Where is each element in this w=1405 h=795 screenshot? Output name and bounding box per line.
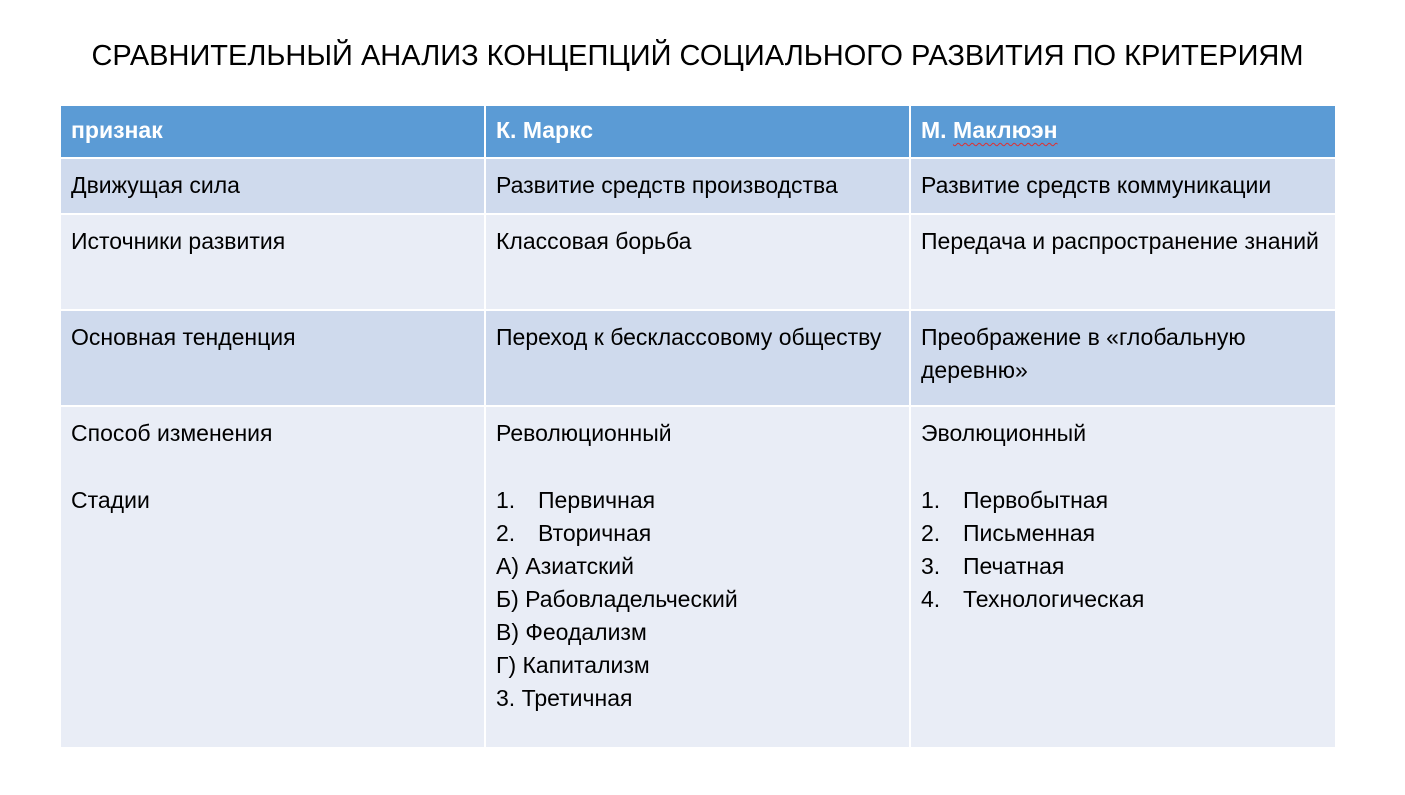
method-criterion-label: Способ изменения (71, 420, 273, 446)
cell-tendency-criterion: Основная тенденция (60, 310, 485, 406)
header-criterion: признак (60, 105, 485, 158)
table-row (60, 158, 1336, 214)
cell-driving-force-criterion: Движущая сила (60, 158, 485, 214)
table-row (60, 406, 1336, 748)
header-mcluhan (910, 105, 1336, 158)
header-marx: К. Маркс (485, 105, 910, 158)
cell-tendency-mcluhan: Преображение в «глобальную деревню» (910, 310, 1336, 406)
cell-sources-mcluhan: Передача и распространение знаний (910, 214, 1336, 310)
comparison-table (59, 104, 1337, 749)
table-header-row (60, 105, 1336, 158)
mcluhan-method-label: Эволюционный (921, 420, 1087, 446)
list-item: Г) Капитализм (496, 652, 650, 678)
cell-tendency-marx: Переход к бесклассовому обществу (485, 310, 910, 406)
cell-sources-marx: Классовая борьба (485, 214, 910, 310)
list-item: А) Азиатский (496, 553, 634, 579)
spacer (71, 450, 474, 484)
header-mcluhan-initial: М. (921, 117, 953, 143)
list-item: Б) Рабовладельческий (496, 586, 738, 612)
cell-driving-force-mcluhan: Развитие средств коммуникации (910, 158, 1336, 214)
list-item: 1. Первичная (496, 487, 656, 513)
cell-method-criterion (60, 406, 485, 748)
list-item: 3. Третичная (496, 685, 633, 711)
spacer (496, 450, 899, 484)
list-item: 2. Письменная (921, 520, 1096, 546)
cell-driving-force-marx: Развитие средств производства (485, 158, 910, 214)
slide-title: СРАВНИТЕЛЬНЫЙ АНАЛИЗ КОНЦЕПЦИЙ СОЦИАЛЬНОГО РАЗВИТИЯ ПО КРИТЕРИЯМ (91, 40, 1304, 72)
table-row (60, 310, 1336, 406)
cell-sources-criterion: Источники развития (60, 214, 485, 310)
list-item: В) Феодализм (496, 619, 647, 645)
stages-criterion-label: Стадии (71, 487, 150, 513)
table-row (60, 214, 1336, 310)
cell-method-mcluhan (910, 406, 1336, 748)
marx-method-label: Революционный (496, 420, 672, 446)
spacer (921, 450, 1325, 484)
list-item: 1. Первобытная (921, 487, 1109, 513)
header-mcluhan-surname: Маклюэн (952, 117, 1058, 143)
list-item: 4. Технологическая (921, 586, 1145, 612)
list-item: 3. Печатная (921, 553, 1065, 579)
cell-method-marx (485, 406, 910, 748)
list-item: 2. Вторичная (496, 520, 652, 546)
